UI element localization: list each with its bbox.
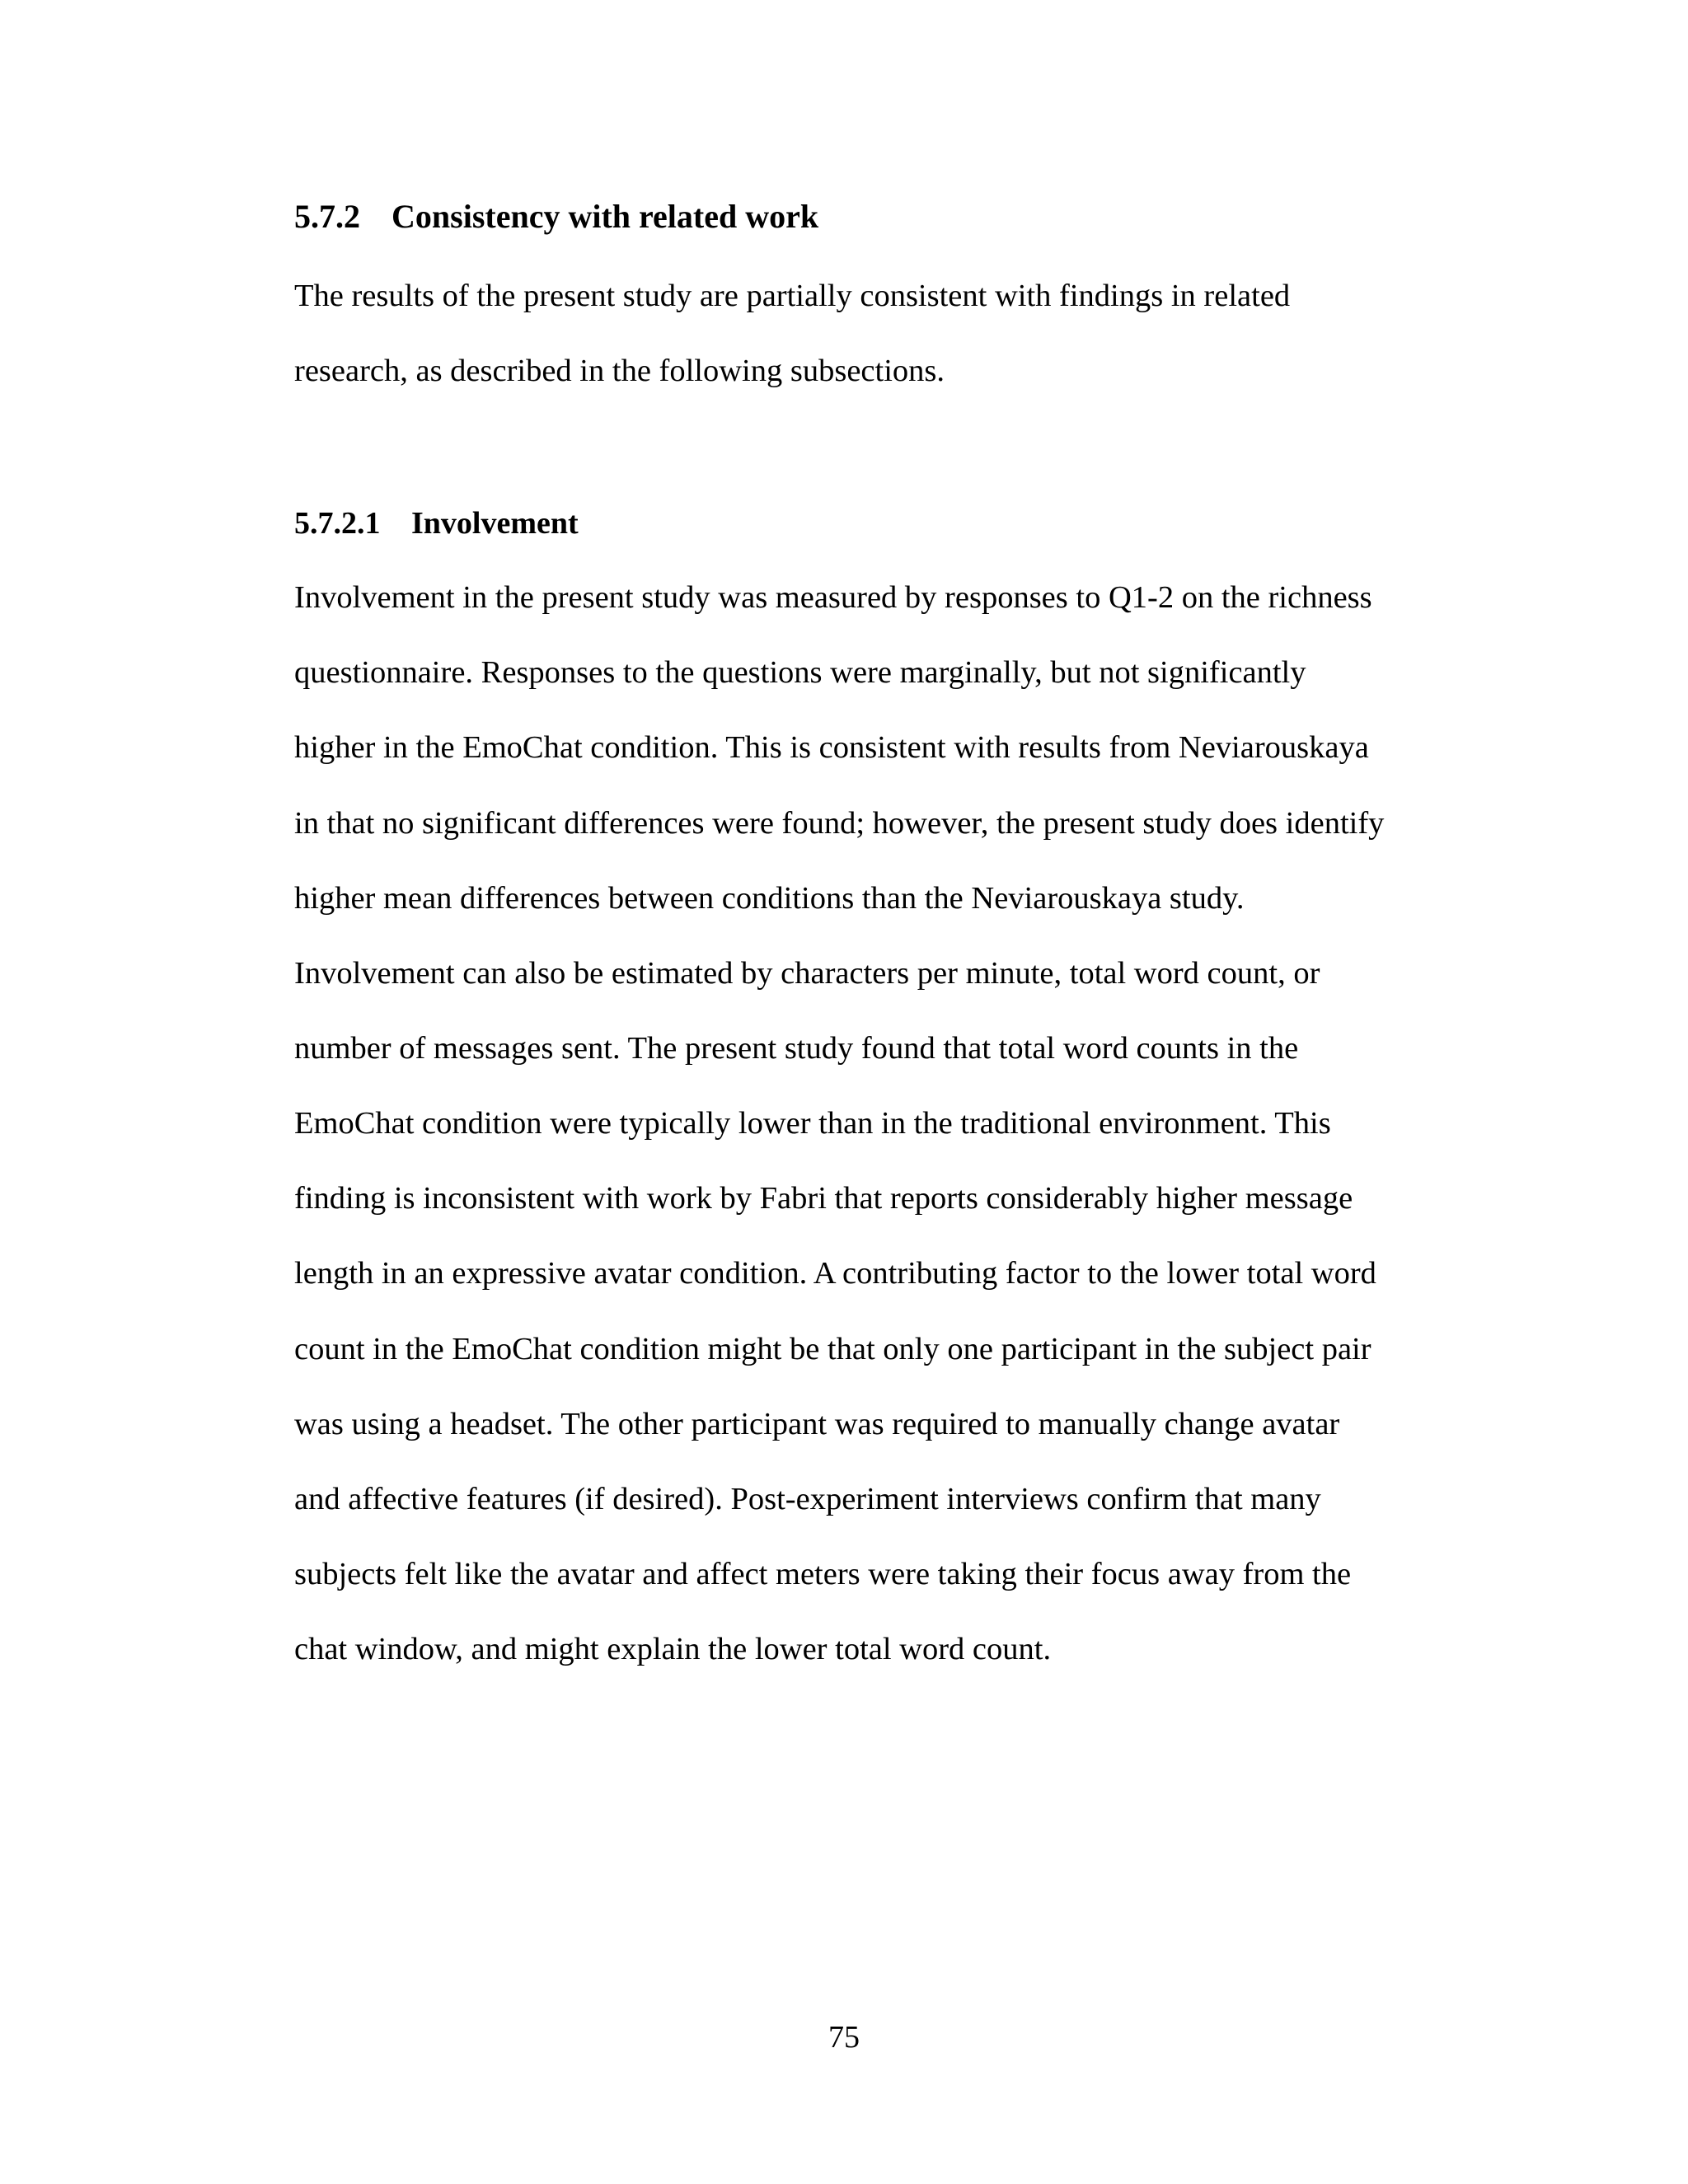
subsection-title: Involvement	[411, 506, 579, 541]
paragraph-line: and affective features (if desired). Post-experiment interviews confirm that many	[294, 1482, 1321, 1516]
section-heading	[294, 196, 818, 237]
paragraph-line: count in the EmoChat condition might be that only one participant in the subject pair	[294, 1332, 1372, 1366]
paragraph-line: questionnaire. Responses to the questions were marginally, but not significantly	[294, 655, 1306, 690]
paragraph-line: length in an expressive avatar condition. A contributing factor to the lower total word	[294, 1256, 1376, 1291]
subsection-heading	[294, 503, 579, 544]
paragraph-line: in that no significant differences were found; however, the present study does identify	[294, 806, 1385, 841]
paragraph-line: Involvement can also be estimated by characters per minute, total word count, or	[294, 956, 1320, 991]
page-number: 75	[828, 2020, 860, 2055]
paragraph-line: number of messages sent. The present study found that total word counts in the	[294, 1031, 1299, 1066]
paragraph-line: EmoChat condition were typically lower than in the traditional environment. This	[294, 1106, 1331, 1141]
section-number: 5.7.2	[294, 198, 360, 235]
section-paragraph-line: The results of the present study are partially consistent with findings in related	[294, 279, 1291, 313]
paragraph-line: chat window, and might explain the lower total word count.	[294, 1632, 1052, 1666]
section-title: Consistency with related work	[392, 198, 819, 235]
paragraph-line: finding is inconsistent with work by Fabri that reports considerably higher message	[294, 1181, 1353, 1216]
paragraph-line: subjects felt like the avatar and affect meters were taking their focus away from the	[294, 1557, 1352, 1591]
paragraph-line: Involvement in the present study was measured by responses to Q1-2 on the richness	[294, 580, 1372, 615]
paragraph-line: higher mean differences between conditions than the Neviarouskaya study.	[294, 881, 1245, 916]
section-paragraph-line: research, as described in the following subsections.	[294, 354, 945, 388]
subsection-number: 5.7.2.1	[294, 506, 381, 541]
paragraph-line: was using a headset. The other participant was required to manually change avatar	[294, 1407, 1340, 1441]
paragraph-line: higher in the EmoChat condition. This is consistent with results from Neviarouskaya	[294, 730, 1369, 765]
